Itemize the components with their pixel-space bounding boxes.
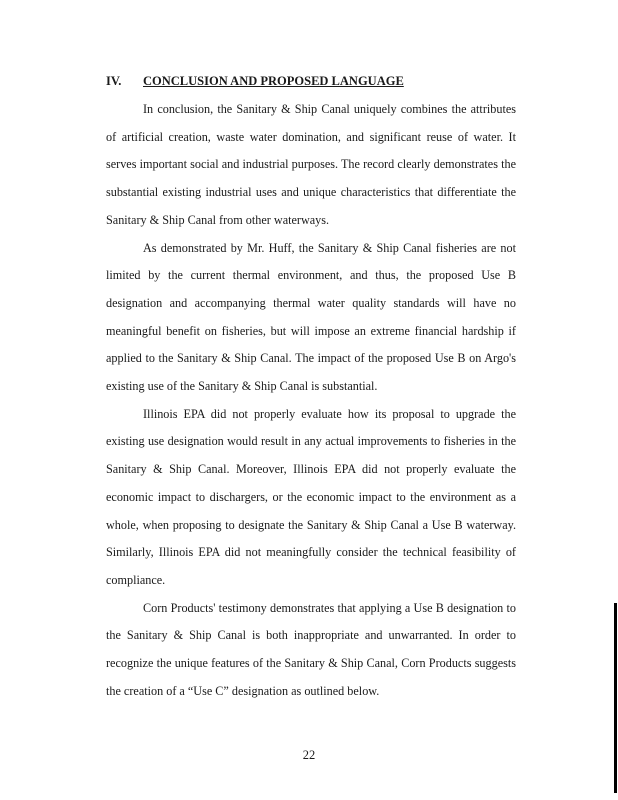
paragraph-conclusion: In conclusion, the Sanitary & Ship Canal uniquely combines the attributes of artificial creation, waste water domination, and significant reuse of water. It serves important social and industrial purposes. The record clearly demonstrates the substantial existing industrial uses and unique characteristics that differentiate the Sanitary & Ship Canal from other waterways. [106,102,516,227]
revision-bar [614,603,617,793]
paragraph-use-c-proposal: Corn Products' testimony demonstrates that applying a Use B designation to the Sanitary & Ship Canal is both inappropriate and unwarranted. In order to recognize the unique features of the Sanitary & Ship Canal, Corn Products suggests the creation of a “Use C” designation as outlined below. [106,600,516,698]
paragraph-fisheries: As demonstrated by Mr. Huff, the Sanitary & Ship Canal fisheries are not limited by the current thermal environment, and thus, the proposed Use B designation and accompanying thermal water quality standards will have no meaningful benefit on fisheries, but will impose an extreme financial hardship if applied to the Sanitary & Ship Canal. The impact of the proposed Use B on Argo's existing use of the Sanitary & Ship Canal is substantial. [106,240,516,394]
section-title: CONCLUSION AND PROPOSED LANGUAGE [143,74,404,88]
section-heading [106,74,404,89]
section-number: IV. [106,74,122,88]
paragraph-epa-evaluation: Illinois EPA did not properly evaluate how its proposal to upgrade the existing use designation would result in any actual improvements to fisheries in the Sanitary & Ship Canal. Moreover, Illinois EPA did not properly evaluate the economic impact to dischargers, or the economic impact to the environment as a whole, when proposing to designate the Sanitary & Ship Canal a Use B waterway. Similarly, Illinois EPA did not meaningfully consider the technical feasibility of compliance. [106,406,516,587]
body-text [106,96,516,705]
page-number: 22 [302,748,316,762]
